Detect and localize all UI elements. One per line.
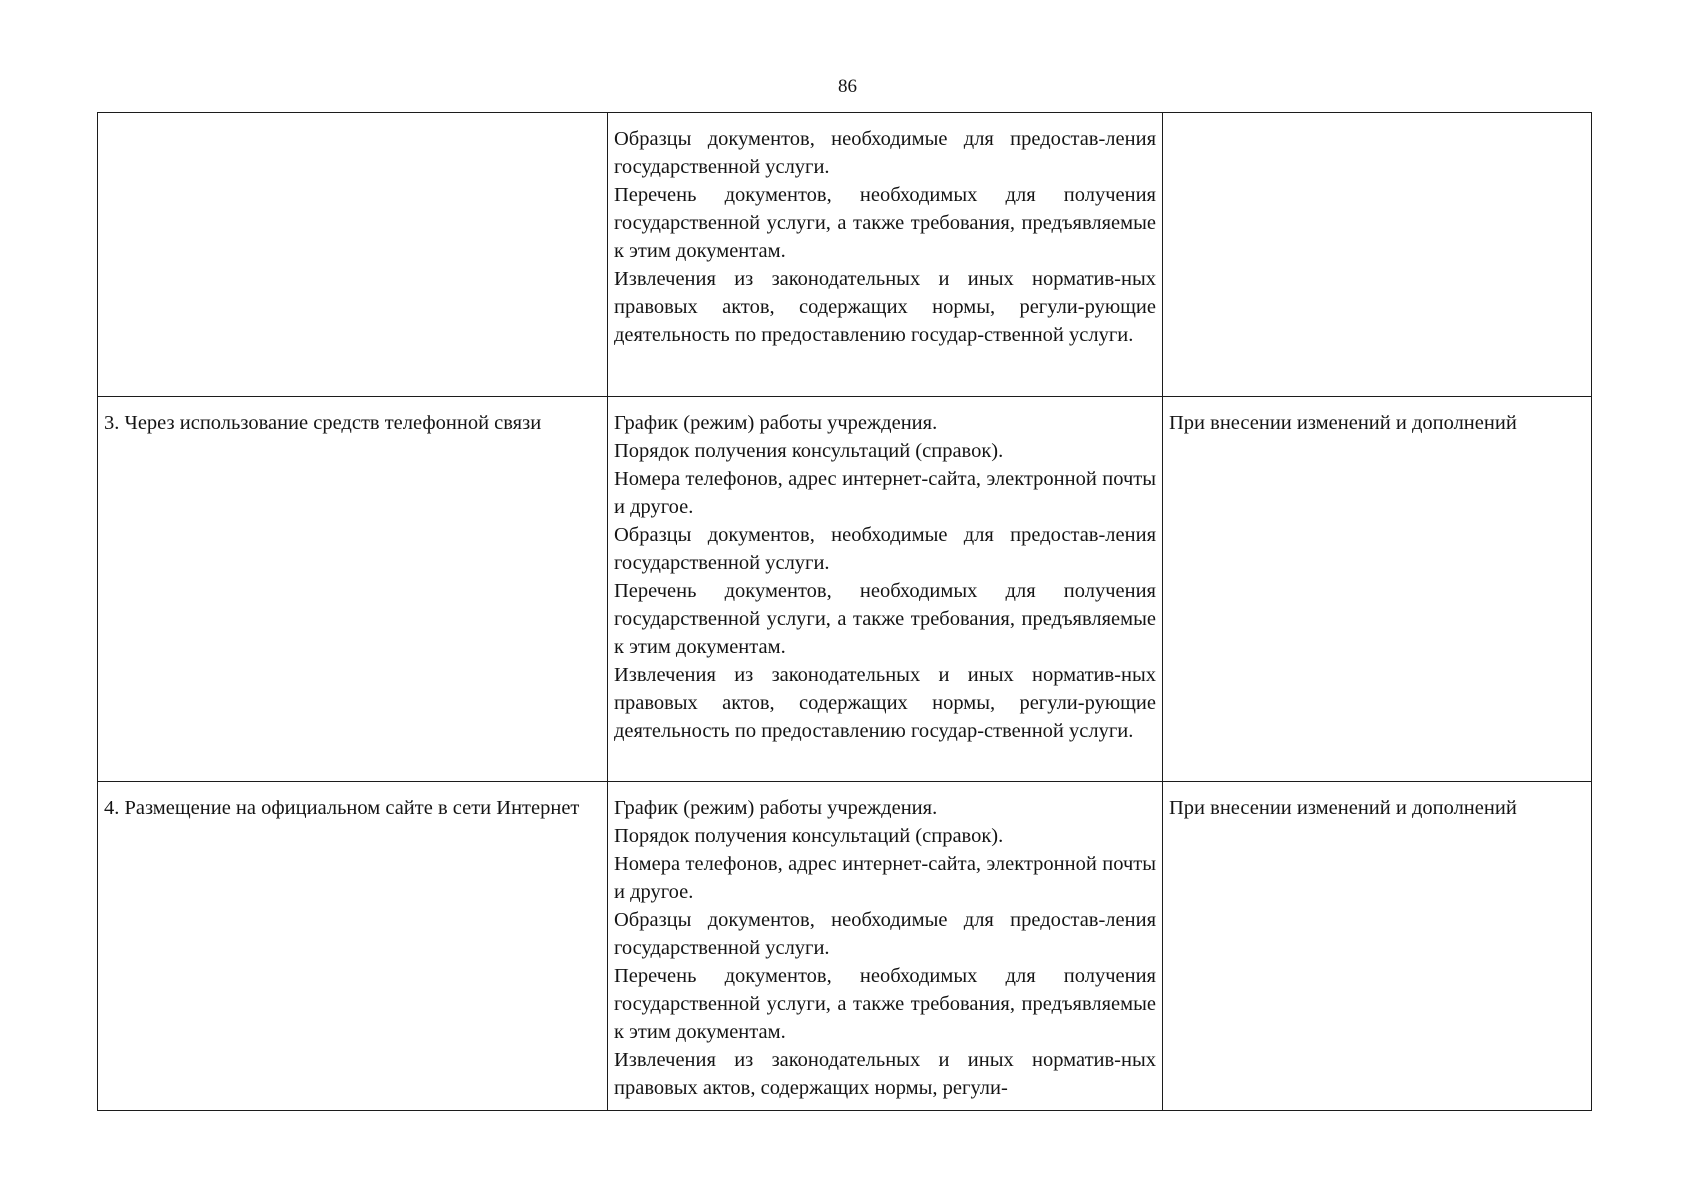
content-item: Перечень документов, необходимых для получения государственной услуги, а также требования, предъявляемые к этим документам. <box>614 965 1156 1043</box>
content-item: Образцы документов, необходимые для предостав-ления государственной услуги. <box>614 128 1156 178</box>
content-cell <box>608 113 1163 397</box>
page-number: 86 <box>838 76 857 97</box>
content-item: Номера телефонов, адрес интернет-сайта, электронной почты и другое. <box>614 468 1156 518</box>
content-item: Перечень документов, необходимых для получения государственной услуги, а также требования, предъявляемые к этим документам. <box>614 580 1156 658</box>
content-cell <box>608 782 1163 1111</box>
content-item: Извлечения из законодательных и иных норматив-ных правовых актов, содержащих нормы, регули-рующие деятельность по предоставлению государ-ственной услуги. <box>614 664 1156 742</box>
terms-cell: При внесении изменений и дополнений <box>1163 782 1592 1111</box>
terms-cell: При внесении изменений и дополнений <box>1163 397 1592 782</box>
method-cell: 3. Через использование средств телефонной связи <box>98 397 608 782</box>
table-row <box>98 397 1592 782</box>
content-item: Извлечения из законодательных и иных норматив-ных правовых актов, содержащих нормы, регули- <box>614 1049 1156 1099</box>
content-item: График (режим) работы учреждения. <box>614 797 938 819</box>
content-item: Извлечения из законодательных и иных норматив-ных правовых актов, содержащих нормы, регули-рующие деятельность по предоставлению государ-ственной услуги. <box>614 268 1156 346</box>
content-item: Номера телефонов, адрес интернет-сайта, электронной почты и другое. <box>614 853 1156 903</box>
content-item: Порядок получения консультаций (справок). <box>614 825 1004 847</box>
method-cell: 4. Размещение на официальном сайте в сети Интернет <box>98 782 608 1111</box>
table-row <box>98 782 1592 1111</box>
content-item: Образцы документов, необходимые для предостав-ления государственной услуги. <box>614 524 1156 574</box>
method-cell <box>98 113 608 397</box>
terms-cell <box>1163 113 1592 397</box>
table-row <box>98 113 1592 397</box>
content-item: Перечень документов, необходимых для получения государственной услуги, а также требования, предъявляемые к этим документам. <box>614 184 1156 262</box>
content-item: График (режим) работы учреждения. <box>614 412 938 434</box>
content-cell <box>608 397 1163 782</box>
content-item: Образцы документов, необходимые для предостав-ления государственной услуги. <box>614 909 1156 959</box>
content-item: Порядок получения консультаций (справок). <box>614 440 1004 462</box>
information-methods-table <box>97 112 1592 1111</box>
